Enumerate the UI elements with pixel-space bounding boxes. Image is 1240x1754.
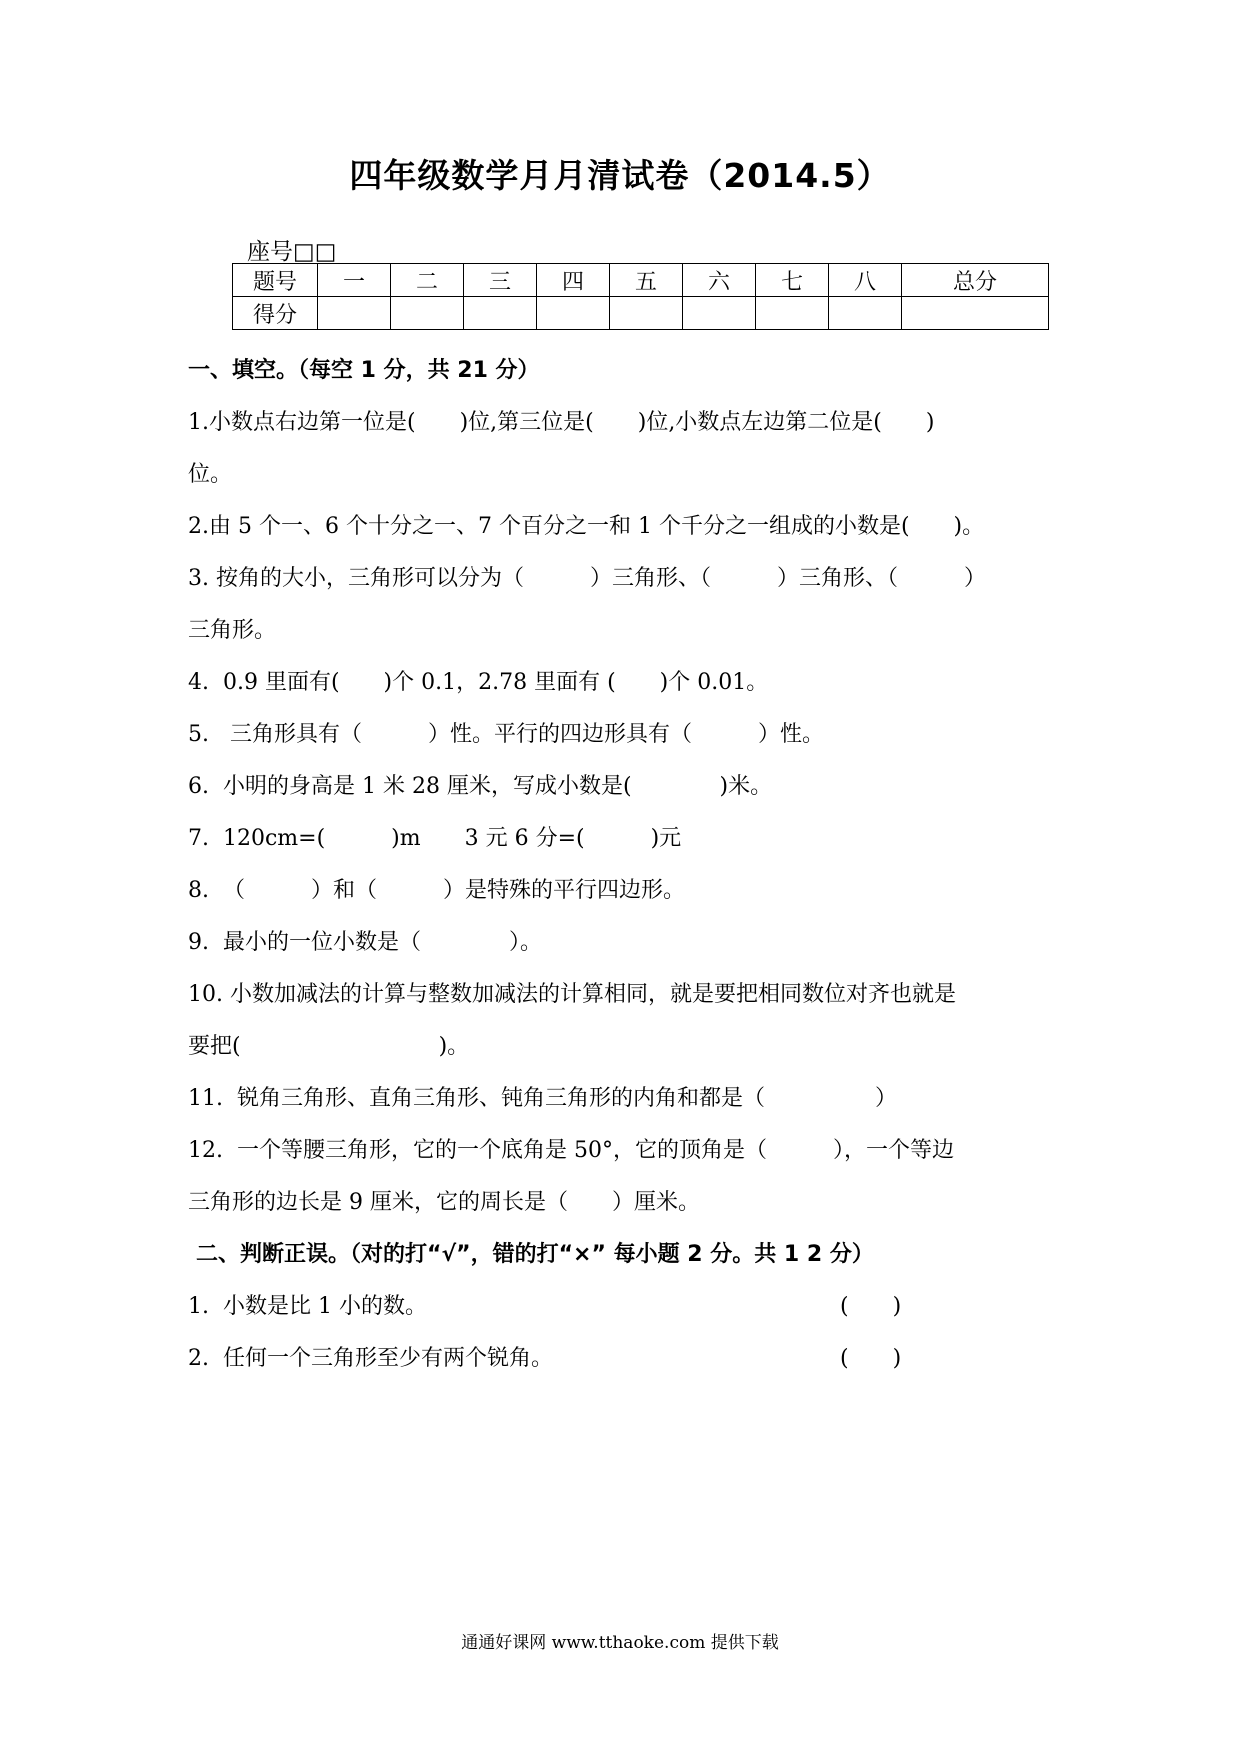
header-cell: 六 — [683, 264, 756, 297]
judgment-question: 2. 任何一个三角形至少有两个锐角。 — [188, 1346, 553, 1371]
question-line: 8. （ ）和（ ）是特殊的平行四边形。 — [188, 878, 685, 903]
score-cell[interactable] — [829, 297, 902, 330]
score-cell[interactable] — [391, 297, 464, 330]
section-2-heading: 二、判断正误。（对的打“√”，错的打“×” 每小题 2 分。共 1 2 分） — [196, 1242, 874, 1267]
question-line: 3. 按角的大小，三角形可以分为（ ）三角形、（ ）三角形、（ ） — [188, 566, 986, 591]
header-cell: 四 — [537, 264, 610, 297]
question-line: 2.由 5 个一、6 个十分之一、7 个百分之一和 1 个千分之一组成的小数是( )。 — [188, 514, 985, 539]
answer-parentheses[interactable]: ( ) — [840, 1346, 902, 1371]
score-row-label: 得分 — [233, 297, 318, 330]
header-cell: 总分 — [902, 264, 1049, 297]
question-line: 位。 — [188, 462, 233, 487]
score-cell[interactable] — [683, 297, 756, 330]
score-table — [232, 263, 1049, 330]
score-cell[interactable] — [610, 297, 683, 330]
judgment-question: 1. 小数是比 1 小的数。 — [188, 1294, 427, 1319]
score-cell[interactable] — [756, 297, 829, 330]
answer-parentheses[interactable]: ( ) — [840, 1294, 902, 1319]
question-line: 6. 小明的身高是 1 米 28 厘米，写成小数是( )米。 — [188, 774, 773, 799]
header-cell: 题号 — [233, 264, 318, 297]
page-title: 四年级数学月月清试卷（2014.5） — [349, 156, 891, 195]
header-cell: 七 — [756, 264, 829, 297]
footer-source: 通通好课网 www.tthaoke.com 提供下载 — [461, 1633, 779, 1653]
question-line: 三角形的边长是 9 厘米，它的周长是（ ）厘米。 — [188, 1190, 700, 1215]
question-line: 1.小数点右边第一位是( )位,第三位是( )位,小数点左边第二位是( ) — [188, 410, 935, 435]
score-cell[interactable] — [537, 297, 610, 330]
header-cell: 八 — [829, 264, 902, 297]
section-1-heading: 一、填空。（每空 1 分，共 21 分） — [188, 358, 540, 383]
score-cell[interactable] — [464, 297, 537, 330]
header-cell: 二 — [391, 264, 464, 297]
question-line: 4. 0.9 里面有( )个 0.1，2.78 里面有 ( )个 0.01。 — [188, 670, 769, 695]
score-cell[interactable] — [318, 297, 391, 330]
score-cell[interactable] — [902, 297, 1049, 330]
question-line: 12. 一个等腰三角形，它的一个底角是 50°，它的顶角是（ ），一个等边 — [188, 1138, 954, 1163]
header-cell: 三 — [464, 264, 537, 297]
question-line: 三角形。 — [188, 618, 277, 643]
question-line: 11. 锐角三角形、直角三角形、钝角三角形的内角和都是（ ） — [188, 1086, 897, 1111]
question-line: 要把( )。 — [188, 1034, 470, 1059]
question-line: 10. 小数加减法的计算与整数加减法的计算相同，就是要把相同数位对齐也就是 — [188, 982, 956, 1007]
question-line: 7. 120cm=( )m 3 元 6 分=( )元 — [188, 826, 682, 851]
question-line: 9. 最小的一位小数是（ ）。 — [188, 930, 542, 955]
header-cell: 一 — [318, 264, 391, 297]
score-table-header-row — [233, 264, 1049, 297]
question-line: 5. 三角形具有（ ）性。平行的四边形具有（ ）性。 — [188, 722, 824, 747]
seat-number-label: 座号□□ — [247, 239, 337, 265]
header-cell: 五 — [610, 264, 683, 297]
score-table-score-row — [233, 297, 1049, 330]
